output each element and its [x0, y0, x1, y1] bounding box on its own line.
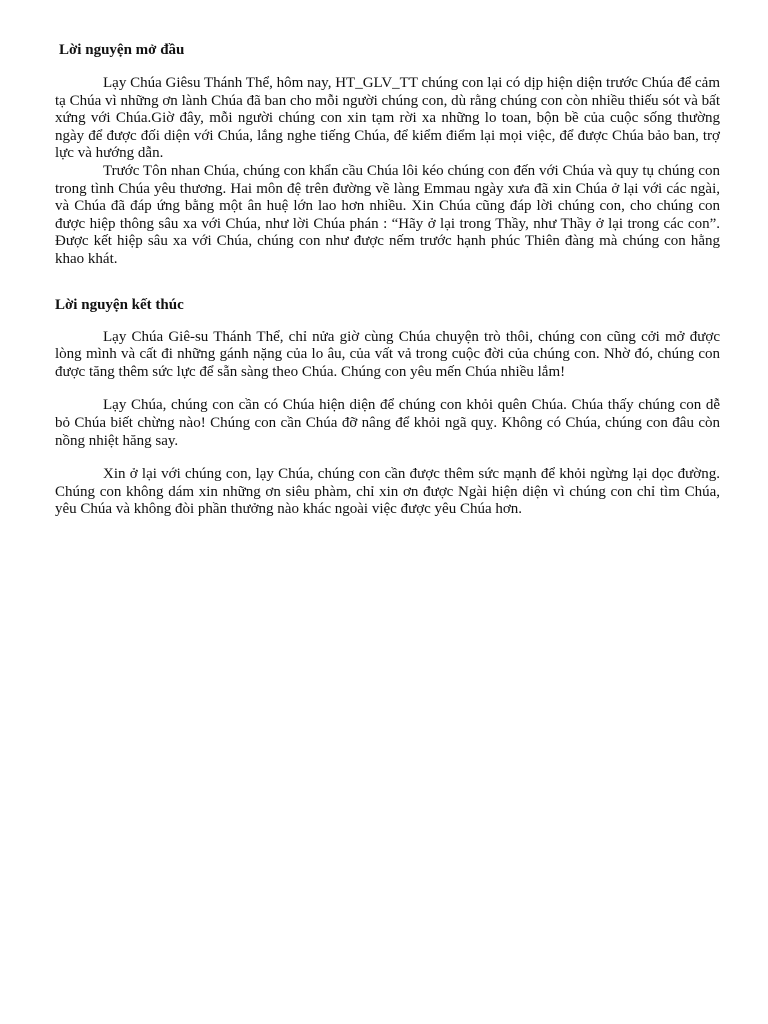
opening-prayer-title: Lời nguyện mở đầu	[59, 42, 185, 58]
opening-prayer-body	[55, 75, 720, 269]
closing-paragraph-2: Lạy Chúa, chúng con cần có Chúa hiện diện để chúng con khỏi quên Chúa. Chúa thấy chúng con dễ bỏ Chúa biết chừng nào! Chúng con cần Chúa đỡ nâng để khỏi ngã quỵ. Không có Chúa, chúng con đâu còn nồng nhiệt hăng say.	[55, 397, 720, 449]
opening-paragraph-1: Lạy Chúa Giêsu Thánh Thể, hôm nay, HT_GLV_TT chúng con lại có dịp hiện diện trước Chúa để cảm tạ Chúa vì những ơn lành Chúa đã ban cho mỗi người chúng con, dù rằng chúng con còn nhiều thiếu sót và bất xứng với Chúa.Giờ đây, mỗi người chúng con xin tạm rời xa những lo toan, bộn bề của cuộc sống thường ngày để được đối diện với Chúa, lắng nghe tiếng Chúa, để kiểm điểm lại mọi việc, để được Chúa bảo ban, trợ lực và hướng dẫn.	[55, 75, 720, 162]
closing-paragraph-3: Xin ở lại với chúng con, lạy Chúa, chúng con cần được thêm sức mạnh để khỏi ngừng lại dọc đường. Chúng con không dám xin những ơn siêu phàm, chỉ xin ơn được Ngài hiện diện vì chúng con chỉ tìm Chúa, yêu Chúa và không đòi phần thưởng nào khác ngoài việc được yêu Chúa hơn.	[55, 466, 720, 518]
document-page	[55, 40, 720, 519]
opening-paragraph-2: Trước Tôn nhan Chúa, chúng con khẩn cầu Chúa lôi kéo chúng con đến với Chúa và quy tụ chúng con trong tình Chúa yêu thương. Hai môn đệ trên đường về làng Emmau ngày xưa đã xin Chúa ở lại với các ngài, và Chúa đã đáp ứng bằng một ân huệ lớn lao hơn nhiều. Xin Chúa cũng đáp lời chúng con, cho chúng con được hiệp thông sâu xa với Chúa, như lời Chúa phán : “Hãy ở lại trong Thầy, như Thầy ở lại trong các con”. Được kết hiệp sâu xa với Chúa, chúng con như được nếm trước hạnh phúc Thiên đàng mà chúng con hằng khao khát.	[55, 162, 720, 267]
closing-paragraph-1: Lạy Chúa Giê-su Thánh Thể, chỉ nửa giờ cùng Chúa chuyện trò thôi, chúng con cũng cởi mở được lòng mình và cất đi những gánh nặng của lo âu, của vất vả trong cuộc đời của chúng con. Nhờ đó, chúng con được tăng thêm sức lực để sẵn sàng theo Chúa. Chúng con yêu mến Chúa nhiều lắm!	[55, 328, 720, 380]
closing-prayer-body	[55, 329, 720, 519]
closing-prayer-title: Lời nguyện kết thúc	[55, 296, 184, 313]
